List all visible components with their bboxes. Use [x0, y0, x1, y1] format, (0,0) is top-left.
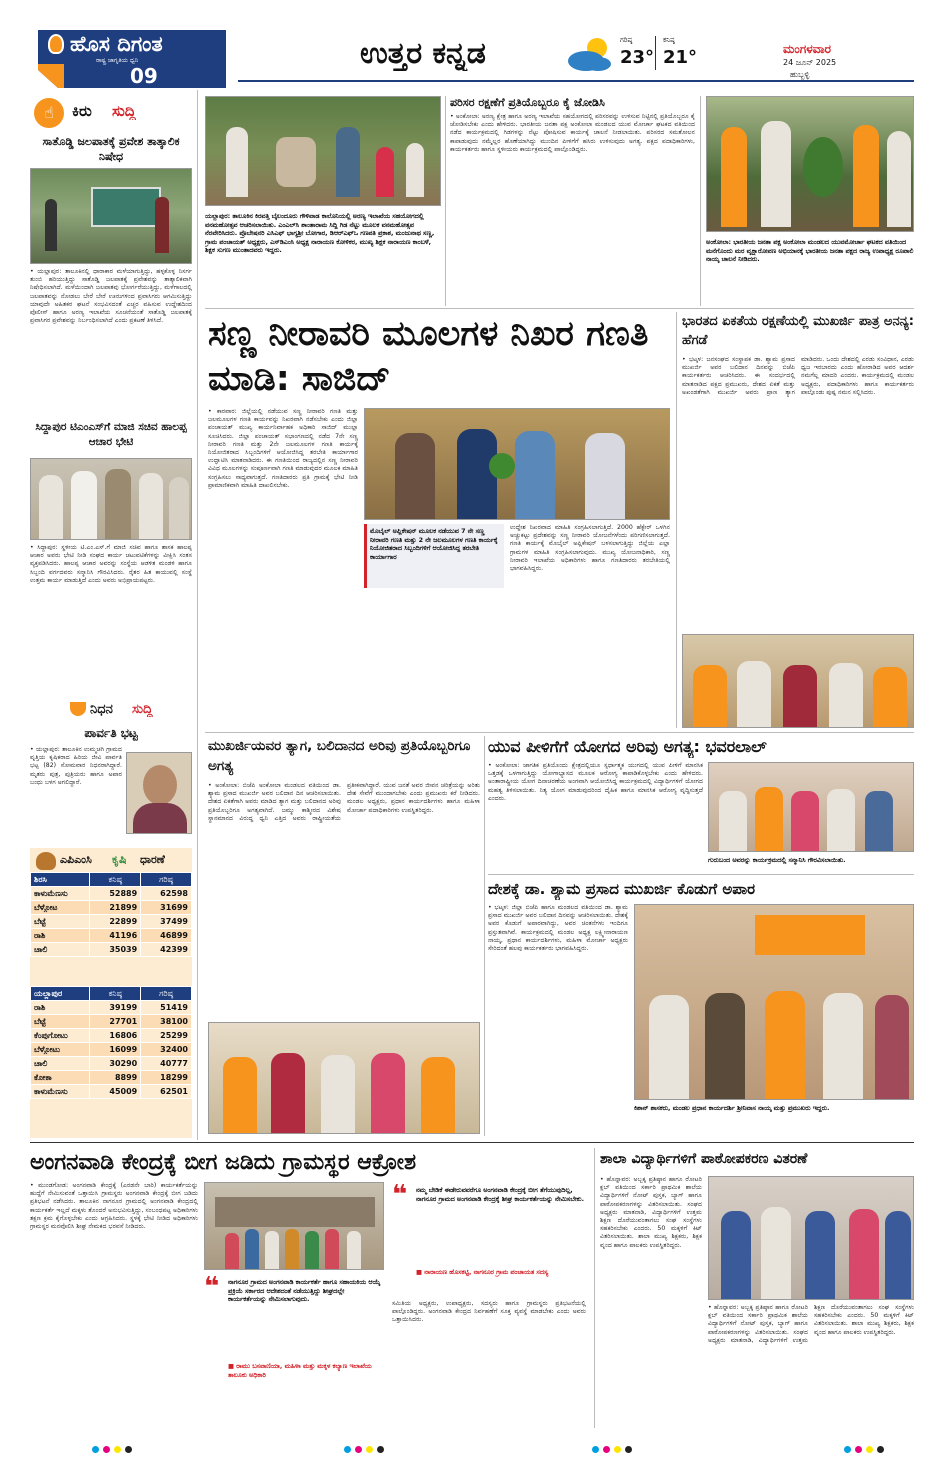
- issue-day: ಮಂಗಳವಾರ: [783, 42, 832, 56]
- rate-row: [31, 915, 192, 929]
- kirusuddi-label-b: ಸುದ್ದಿ: [112, 102, 136, 120]
- rate-item: ಕಾಳುಮೆಣಸು: [31, 887, 90, 901]
- apmc-table-yellapur: [30, 986, 192, 1099]
- anganwadi-body-2: ಸಮಿತಿಯ ಅಧ್ಯಕ್ಷರು, ಉಪಾಧ್ಯಕ್ಷರು, ಸದಸ್ಯರು ಹಾಗೂ ಗ್ರಾಮಸ್ಥರು ಪ್ರತಿಭಟನೆಯಲ್ಲಿ ಪಾಲ್ಗೊಂಡಿದ್ದರು. ಅಂಗನವಾಡಿ ಕೇಂದ್ರದ ನಿರ್ವಹಣೆಗೆ ಸೂಕ್ತ ವ್ಯವಸ್ಥೆ ಮಾಡಬೇಕು ಎಂದು ಅವರು ಒತ್ತಾಯಿಸಿದರು.: [392, 1300, 586, 1324]
- market-sirsi: ಶಿರಸಿ: [31, 873, 90, 887]
- rate-item: ಚಾಲಿ: [31, 1057, 90, 1071]
- kirusuddi-headline-2: ಸಿದ್ದಾಪುರ ಟಿಎಂಎಸ್‌ಗೆ ಮಾಜಿ ಸಚಿವ ಹಾಲಪ್ಪ ಆಚಾರ ಭೇಟಿ: [35, 421, 187, 448]
- temp-min-label: ಕನಿಷ್ಠ: [663, 36, 675, 44]
- rate-row: [31, 1001, 192, 1015]
- anganwadi-quote-2-by: ■ ನಾರಾಯಣ ಹೊಸಕಟ್ಟಿ, ನಾಗನೂರ ಗ್ರಾಮ ಪಂಚಾಯತ ಸದಸ್ಯ: [416, 1268, 549, 1276]
- ekate-body: • ಭಟ್ಕಳ: ಜನಸಂಘದ ಸಂಸ್ಥಾಪಕ ಡಾ. ಶ್ಯಾಮ ಪ್ರಸಾದ ಮುಖರ್ಜಿ ಅವರ ಬಲಿದಾನ ದಿನವನ್ನು ಬಿಜೆಪಿ ಕಾರ್ಯಕರ್ತರು ಆಚರಿಸಿದರು. ಈ ಸಂದರ್ಭದಲ್ಲಿ ಮಾತನಾಡಿದ ಪಕ್ಷದ ಪ್ರಮುಖರು, ದೇಶದ ಏಕತೆ ಮತ್ತು ಅಖಂಡತೆಗಾಗಿ ಮುಖರ್ಜಿ ಅವರು ಪ್ರಾಣ ತ್ಯಾಗ ಮಾಡಿದರು. ಒಂದು ದೇಶದಲ್ಲಿ ಎರಡು ಸಂವಿಧಾನ, ಎರಡು ಧ್ವಜ ಇರಬಾರದು ಎಂದು ಹೋರಾಡಿದ ಅವರ ಆದರ್ಶ ನಮಗೆಲ್ಲ ಮಾದರಿ ಎಂದರು. ಕಾರ್ಯಕ್ರಮದಲ್ಲಿ ಮಂಡಲ ಅಧ್ಯಕ್ಷರು, ಪದಾಧಿಕಾರಿಗಳು ಹಾಗೂ ಕಾರ್ಯಕರ್ತರು ಪಾಲ್ಗೊಂಡು ಪುಷ್ಪ ನಮನ ಸಲ್ಲಿಸಿದರು.: [682, 356, 914, 396]
- kirusuddi-headline-1: ಸಾತೊಡ್ಡಿ ಜಲಪಾತಕ್ಕೆ ಪ್ರವೇಶ ತಾತ್ಕಾಲಿಕ ನಿಷೇಧ: [42, 135, 180, 163]
- apmc-title-c: ಧಾರಣೆ: [140, 853, 165, 866]
- rate-min: 39199: [90, 1001, 141, 1015]
- obituary-label-a: ನಿಧನ: [90, 702, 113, 717]
- waterfall-photo: [30, 168, 192, 264]
- issue-date: 24 ಜೂನ್ 2025: [783, 58, 837, 67]
- temp-min: 21°: [663, 47, 698, 68]
- lamp-logo-icon: [48, 34, 64, 54]
- apmc-title-b: ಕೃಷಿ: [112, 853, 127, 866]
- issue-city: ಹುಬ್ಬಳ್ಳಿ: [790, 70, 810, 79]
- grain-icon: [36, 852, 56, 870]
- tree-planting-photo: [706, 96, 914, 232]
- market-yellapur: ಯಲ್ಲಾಪುರ: [31, 987, 90, 1001]
- rate-item: ರಾಶಿ: [31, 929, 90, 943]
- shala-body: • ಹೊನ್ನಾವರ: ಅಬ್ಬಕ್ಕ ಪ್ರತಿಷ್ಠಾನ ಹಾಗೂ ರೋಟರಿ ಕ್ಲಬ್ ವತಿಯಿಂದ ಸರ್ಕಾರಿ ಪ್ರಾಥಮಿಕ ಶಾಲೆಯ ವಿದ್ಯಾರ್ಥಿಗಳಿಗೆ ನೋಟ್ ಪುಸ್ತಕ, ಬ್ಯಾಗ್ ಹಾಗೂ ಪಾಠೋಪಕರಣಗಳನ್ನು ವಿತರಿಸಲಾಯಿತು. ಸಂಘದ ಅಧ್ಯಕ್ಷರು ಮಾತನಾಡಿ, ವಿದ್ಯಾರ್ಥಿಗಳಿಗೆ ಉತ್ತಮ ಶಿಕ್ಷಣ ದೊರೆಯುವಂತಾಗಲು ಸಂಘ ಸಂಸ್ಥೆಗಳು ಸಹಕರಿಸಬೇಕು ಎಂದರು. 50 ಮಕ್ಕಳಿಗೆ ಕಿಟ್ ವಿತರಿಸಲಾಯಿತು. ಶಾಲಾ ಮುಖ್ಯ ಶಿಕ್ಷಕರು, ಶಿಕ್ಷಕ ವೃಂದ ಹಾಗೂ ಪಾಲಕರು ಉಪಸ್ಥಿತರಿದ್ದರು.: [600, 1176, 702, 1249]
- rate-item: ಬೆಟ್ಟೆ: [31, 915, 90, 929]
- deshakke-photo-caption: ಕಿಶಾನ್ ಶಾಸಕರು, ಮಂಡಲ ಪ್ರಧಾನ ಕಾರ್ಯದರ್ಶಿ ಶ್ರೀನಿವಾಸ ನಾಯ್ಕ ಮತ್ತು ಪ್ರಮುಖರು ಇದ್ದರು.: [634, 1104, 830, 1112]
- rate-row: [31, 1029, 192, 1043]
- rate-row: [31, 887, 192, 901]
- page-number: 09: [130, 64, 158, 88]
- tyaga-headline: ಮುಖರ್ಜಿಯವರ ತ್ಯಾಗ, ಬಲಿದಾನದ ಅರಿವು ಪ್ರತಿಯೊಬ್ಬರಿಗೂ ಅಗತ್ಯ: [208, 738, 471, 774]
- shala-body-2: • ಹೊನ್ನಾವರ: ಅಬ್ಬಕ್ಕ ಪ್ರತಿಷ್ಠಾನ ಹಾಗೂ ರೋಟರಿ ಕ್ಲಬ್ ವತಿಯಿಂದ ಸರ್ಕಾರಿ ಪ್ರಾಥಮಿಕ ಶಾಲೆಯ ವಿದ್ಯಾರ್ಥಿಗಳಿಗೆ ನೋಟ್ ಪುಸ್ತಕ, ಬ್ಯಾಗ್ ಹಾಗೂ ಪಾಠೋಪಕರಣಗಳನ್ನು ವಿತರಿಸಲಾಯಿತು. ಸಂಘದ ಅಧ್ಯಕ್ಷರು ಮಾತನಾಡಿ, ವಿದ್ಯಾರ್ಥಿಗಳಿಗೆ ಉತ್ತಮ ಶಿಕ್ಷಣ ದೊರೆಯುವಂತಾಗಲು ಸಂಘ ಸಂಸ್ಥೆಗಳು ಸಹಕರಿಸಬೇಕು ಎಂದರು. 50 ಮಕ್ಕಳಿಗೆ ಕಿಟ್ ವಿತರಿಸಲಾಯಿತು. ಶಾಲಾ ಮುಖ್ಯ ಶಿಕ್ಷಕರು, ಶಿಕ್ಷಕ ವೃಂದ ಹಾಗೂ ಪಾಲಕರು ಉಪಸ್ಥಿತರಿದ್ದರು.: [708, 1304, 914, 1344]
- rate-item: ಬೆಳ್ಗೋಟ: [31, 901, 90, 915]
- oil-lamp-icon: [70, 702, 86, 716]
- rate-item: ಚಾಲಿ: [31, 943, 90, 957]
- kirusuddi-label-a: ಕಿರು: [72, 102, 92, 120]
- rate-min: 22899: [90, 915, 141, 929]
- rate-item: ಬೆಟ್ಟೆ: [31, 1015, 90, 1029]
- obituary-body: • ಯಲ್ಲಾಪುರ: ತಾಲೂಕಿನ ಉಮ್ಮಚಗಿ ಗ್ರಾಮದ ವೃತ್ತಿಯ ಕೃಷಿಕರಾದ ಹಿರಿಯ ಜೀವಿ ಪಾರ್ವತಿ ಭಟ್ಟ (82) ಸೋಮವಾರ ನಿಧನರಾಗಿದ್ದಾರೆ. ಮೃತರು ಪುತ್ರ, ಪುತ್ರಿಯರು ಹಾಗೂ ಅಪಾರ ಬಂಧು ಬಳಗ ಅಗಲಿದ್ದಾರೆ.: [30, 746, 122, 786]
- rate-item: ಕೆಂಪುಗೋಟು: [31, 1029, 90, 1043]
- col-min: ಕನಿಷ್ಠ: [90, 987, 141, 1001]
- tyaga-photo: [208, 1022, 480, 1134]
- vanamahotsava-caption: ಯಲ್ಲಾಪುರ: ತಾಲೂಕಿನ ಕಿರವತ್ತಿ ಬೈಲಂದೂರು ಗೌಳಿವಾಡ ಕಾಲೊನಿಯಲ್ಲಿ ಅರಣ್ಯ ಇಲಾಖೆಯ ಸಹಯೋಗದಲ್ಲಿ ವನಮಹೋತ್ಸವ ಆಚರಿಸಲಾಯಿತು. ಎಂಎಲ್‌ಸಿ ಶಾಂತಾರಾಮ ಸಿದ್ದಿ ಗಿಡ ನೆಟ್ಟು ಮೂಲಕ ವನಮಹೋತ್ಸವ ನೆರವೇರಿಸಿದರು. ಪ್ರೊಬೇಷನರಿ ಎಸಿಎಫ್ ಭಾಗ್ಯಶ್ರೀ ಬೋಗಾರ, ಡಿಆರ್‌ಎಫ್‌ಒ ಗಣಪತಿ ಪ್ರಕಾಶ, ಮಂಜುನಾಥ ಸಣ್ಣ, ಗ್ರಾಮ ಪಂಚಾಯತ್ ಅಧ್ಯಕ್ಷರು, ಎಸ್‌ಡಿಎಂಸಿ ಅಧ್ಯಕ್ಷ ನಾರಾಯಣ ಕೋಳಿಕರ, ಮುಖ್ಯ ಶಿಕ್ಷಕ ನಾರಾಯಣ ಕಾಂಬಳೆ, ಶಿಕ್ಷಕ ಸುಗಣ ಮುಂತಾದವರು ಇದ್ದರು.: [205, 212, 435, 254]
- registration-dots-center: [342, 1438, 386, 1457]
- rate-max: 62598: [141, 887, 192, 901]
- rate-min: 41196: [90, 929, 141, 943]
- tms-visit-photo: [30, 458, 192, 540]
- col-max: ಗರಿಷ್ಠ: [141, 987, 192, 1001]
- yoga-photo: [708, 762, 914, 852]
- rate-row: [31, 1043, 192, 1057]
- rate-min: 45009: [90, 1085, 141, 1099]
- masthead-logo-block: [38, 30, 226, 88]
- quote-mark-icon: ❝: [204, 1272, 220, 1302]
- lead-photo: [364, 408, 670, 520]
- rate-row: [31, 929, 192, 943]
- deshakke-body: • ಭಟ್ಕಳ: ಜಿಲ್ಲಾ ಬಿಜೆಪಿ ಹಾಗೂ ಮಂಡಲದ ವತಿಯಿಂದ ಡಾ. ಶ್ಯಾಮ ಪ್ರಸಾದ ಮುಖರ್ಜಿ ಅವರ ಬಲಿದಾನ ದಿನವನ್ನು ಆಚರಿಸಲಾಯಿತು. ದೇಶಕ್ಕೆ ಅವರ ಕೊಡುಗೆ ಅಪಾರವಾಗಿದ್ದು, ಅವರ ಚಿಂತನೆಗಳು ಇಂದಿಗೂ ಪ್ರಸ್ತುತವಾಗಿವೆ. ಕಾರ್ಯಕ್ರಮದಲ್ಲಿ ಮಂಡಲ ಅಧ್ಯಕ್ಷ ಲಕ್ಷ್ಮೀನಾರಾಯಣ ನಾಯ್ಕ, ಪ್ರಧಾನ ಕಾರ್ಯದರ್ಶಿಗಳು, ಮಹಿಳಾ ಮೋರ್ಚಾ ಅಧ್ಯಕ್ಷರು ಸೇರಿದಂತೆ ಹಲವು ಕಾರ್ಯಕರ್ತರು ಭಾಗವಹಿಸಿದ್ದರು.: [488, 904, 628, 953]
- kirusuddi-body-2: • ಸಿದ್ದಾಪುರ: ಸ್ಥಳೀಯ ಟಿ.ಎಂ.ಎಸ್.ಗೆ ಮಾಜಿ ಸಚಿವ ಹಾಗೂ ಶಾಸಕ ಹಾಲಪ್ಪ ಆಚಾರ ಅವರು ಭೇಟಿ ನೀಡಿ ಸಂಘದ ಕಾರ್ಯ ಚಟುವಟಿಕೆಗಳನ್ನು ವೀಕ್ಷಿಸಿ ಸಂತಸ ವ್ಯಕ್ತಪಡಿಸಿದರು. ಹಾಲಪ್ಪ ಆಚಾರ ಅವರನ್ನು ಸಂಸ್ಥೆಯ ಆಡಳಿತ ಮಂಡಳಿ ಹಾಗೂ ಸಿಬ್ಬಂದಿ ವರ್ಗದವರು ಸನ್ಮಾನಿಸಿ ಗೌರವಿಸಿದರು. ರೈತರ ಹಿತ ಕಾಯುವಲ್ಲಿ ಸಂಸ್ಥೆ ಉತ್ತಮ ಕಾರ್ಯ ಮಾಡುತ್ತಿದೆ ಎಂದು ಅವರು ಅಭಿಪ್ರಾಯಪಟ್ಟರು.: [30, 544, 192, 584]
- col-min: ಕನಿಷ್ಠ: [90, 873, 141, 887]
- rate-max: 40777: [141, 1057, 192, 1071]
- lead-photo-caption: ಮೊಬೈಲ್ ಅಪ್ಲಿಕೇಷನ್ ಮೂಲಕ ನಡೆಯುವ 7 ನೇ ಸಣ್ಣ ನೀರಾವರಿ ಗಣತಿ ಮತ್ತು 2 ನೇ ಜಲಮೂಲಗಳ ಗಣತಿ ಕಾರ್ಯಕ್ಕೆ ನಿಯೋಜಿತರಾದ ಸಿಬ್ಬಂದಿಗಳಿಗೆ ಆಯೋಜಿಸಿದ್ದ ತರಬೇತಿ ಕಾರ್ಯಾಗಾರ: [364, 524, 504, 588]
- quote-mark-icon: ❝: [392, 1180, 408, 1210]
- rate-min: 35039: [90, 943, 141, 957]
- apmc-title-a: ಎಪಿಎಂಸಿ: [60, 853, 92, 866]
- rate-min: 27701: [90, 1015, 141, 1029]
- temp-max: 23°: [620, 47, 655, 68]
- rate-max: 32400: [141, 1043, 192, 1057]
- anganwadi-body-1: • ಮುಂಡಗೋಡ: ಅಂಗನವಾಡಿ ಕೇಂದ್ರಕ್ಕೆ (ಎರಡನೇ ಬಾರಿ) ಕಾರ್ಯಕರ್ತೆಯನ್ನು ಹುದ್ದೆಗೆ ನೇಮಿಸುವಂತೆ ಒತ್ತಾಯಿಸಿ ಗ್ರಾಮಸ್ಥರು ಅಂಗನವಾಡಿ ಕೇಂದ್ರಕ್ಕೆ ಬೀಗ ಜಡಿದು ಪ್ರತಿಭಟನೆ ನಡೆಸಿದರು. ತಾಲೂಕಿನ ನಾಗನೂರ ಗ್ರಾಮದಲ್ಲಿ ಅಂಗನವಾಡಿ ಕೇಂದ್ರದಲ್ಲಿ ಕಾರ್ಯಕರ್ತೆ ಇಲ್ಲದೆ ಮಕ್ಕಳು ತೊಂದರೆ ಅನುಭವಿಸುತ್ತಿದ್ದು, ಸಂಬಂಧಪಟ್ಟ ಅಧಿಕಾರಿಗಳು ತಕ್ಷಣ ಕ್ರಮ ಕೈಗೊಳ್ಳಬೇಕು ಎಂದು ಆಗ್ರಹಿಸಿದರು. ಸ್ಥಳಕ್ಕೆ ಭೇಟಿ ನೀಡಿದ ಅಧಿಕಾರಿಗಳು ಗ್ರಾಮಸ್ಥರ ಮನವೊಲಿಸಿ ಶೀಘ್ರ ನೇಮಕದ ಭರವಸೆ ನೀಡಿದರು.: [30, 1182, 198, 1231]
- registration-dots-right: [842, 1438, 886, 1457]
- rate-item: ಬೆಳ್ಗೋಟು: [31, 1043, 90, 1057]
- kirusuddi-body-1: • ಯಲ್ಲಾಪುರ: ತಾಲೂಕಿನಲ್ಲಿ ಧಾರಾಕಾರ ಮಳೆಯಾಗುತ್ತಿದ್ದು, ಹಳ್ಳಕೊಳ್ಳ ನಿಸರ್ಗ ತುಂಬಿ ಹರಿಯುತ್ತಿದ್ದು ಸಾತೊಡ್ಡಿ ಜಲಪಾತಕ್ಕೆ ಪ್ರವೇಶವನ್ನು ತಾತ್ಕಾಲಿಕವಾಗಿ ನಿಷೇಧಿಸಲಾಗಿದೆ. ಮಳೆಯಿಂದಾಗಿ ಜಲಪಾತವು ಭೋರ್ಗರೆಯುತ್ತಿದ್ದು, ಮಳೆಗಾಲದಲ್ಲಿ ಜಲಪಾತವನ್ನು ನೋಡಲು ಬೇರೆ ಬೇರೆ ಊರುಗಳಿಂದ ಪ್ರವಾಸಿಗರು ಆಗಮಿಸುತ್ತಿದ್ದು ಯಾವುದೇ ಅಹಿತಕರ ಘಟನೆ ಸಂಭವಿಸದಂತೆ ಎಚ್ಚರ ವಹಿಸುವ ಉದ್ದೇಶದಿಂದ ಪೊಲೀಸ್ ಹಾಗೂ ಅರಣ್ಯ ಇಲಾಖೆಯ ಸೂಚನೆಯಂತೆ ಸಾತೊಡ್ಡಿ ಜಲಪಾತಕ್ಕೆ ಪ್ರವಾಸಿಗರ ಪ್ರವೇಶವನ್ನು ನಿರ್ಬಂಧಿಸಲಾಗಿದೆ ಎಂದು ಪ್ರಕಟಣೆ ತಿಳಿಸಿದೆ.: [30, 268, 192, 325]
- rate-row: [31, 1071, 192, 1085]
- rate-max: 51419: [141, 1001, 192, 1015]
- rate-item: ಕಾಳುಮೆಣಸು: [31, 1085, 90, 1099]
- lead-headline: ಸಣ್ಣ ನೀರಾವರಿ ಮೂಲಗಳ ನಿಖರ ಗಣತಿ ಮಾಡಿ: ಸಾಜಿದ್: [208, 314, 649, 399]
- rate-row: [31, 943, 192, 957]
- obituary-section: [30, 700, 192, 722]
- rate-min: 30290: [90, 1057, 141, 1071]
- yoga-photo-caption: ಗುರುಬಂದ ಅವರನ್ನು ಕಾರ್ಯಕ್ರಮದಲ್ಲಿ ಸನ್ಮಾನಿಸಿ ಗೌರವಿಸಲಾಯಿತು.: [708, 856, 846, 864]
- anganwadi-quote-1: ನಾಗನೂರ ಗ್ರಾಮದ ಅಂಗನವಾಡಿ ಕಾರ್ಯಕರ್ತೆ ಹಾಗೂ ಸಹಾಯಕಿಯ ಆಯ್ಕೆ ಪ್ರಕ್ರಿಯೆ ಸರ್ಕಾರದ ಆದೇಶದಂತೆ ನಡೆಯುತ್ತಿದ್ದು ಶೀಘ್ರದಲ್ಲೇ ಕಾರ್ಯಕರ್ತೆಯನ್ನು ನೇಮಿಸಲಾಗುವುದು.: [228, 1278, 381, 1303]
- deshakke-photo: [634, 904, 914, 1100]
- rate-item: ರಾಶಿ: [31, 1001, 90, 1015]
- rate-row: [31, 1015, 192, 1029]
- apmc-table-sirsi: [30, 872, 192, 957]
- rate-max: 38100: [141, 1015, 192, 1029]
- anganwadi-quote-1-by: ■ ರಾಮು ಬಸವಾಣಿಯಾ, ಮಹಿಳಾ ಮತ್ತು ಮಕ್ಕಳ ಕಲ್ಯಾಣ ಇಲಾಖೆಯ ತಾಲೂಕು ಅಧಿಕಾರಿ: [228, 1362, 372, 1379]
- rate-row: [31, 1057, 192, 1071]
- paper-name: ಹೊಸ ದಿಗಂತ: [70, 32, 163, 56]
- anganwadi-headline: ಅಂಗನವಾಡಿ ಕೇಂದ್ರಕ್ಕೆ ಬೀಗ ಜಡಿದು ಗ್ರಾಮಸ್ಥರ ಆಕ್ರೋಶ: [30, 1150, 417, 1175]
- kirusuddi-section: [30, 96, 192, 132]
- rate-min: 21899: [90, 901, 141, 915]
- registration-dots-mid: [590, 1438, 634, 1457]
- lead-body-2: ಉದ್ದೇಶ ನಿಖರವಾದ ಮಾಹಿತಿ ಸಂಗ್ರಹಿಸಲಾಗುತ್ತಿದೆ. 2000 ಹೆಕ್ಟೇರ್ ಒಳಗಿನ ಅಚ್ಚುಕಟ್ಟು ಪ್ರದೇಶವನ್ನು ಸಣ್ಣ ನೀರಾವರಿ ಯೋಜನೆಗಳೆಂದು ಪರಿಗಣಿಸಲಾಗುತ್ತದೆ. ಗಣತಿ ಕಾರ್ಯಕ್ಕೆ ಮೊಬೈಲ್ ಅಪ್ಲಿಕೇಷನ್ ಬಳಸಲಾಗುತ್ತಿದ್ದು ಜಿಲ್ಲೆಯ ಎಲ್ಲಾ ಗ್ರಾಮಗಳ ಮಾಹಿತಿ ಸಂಗ್ರಹಿಸಲಾಗುವುದು. ಮುಖ್ಯ ಯೋಜನಾಧಿಕಾರಿ, ಸಣ್ಣ ನೀರಾವರಿ ಇಲಾಖೆಯ ಅಧಿಕಾರಿಗಳು ಹಾಗೂ ಗಣತಿದಾರರು ತರಬೇತಿಯಲ್ಲಿ ಭಾಗವಹಿಸಿದ್ದರು.: [510, 524, 670, 573]
- yoga-body: • ಅಂಕೋಲಾ: ಜಾಗತಿಕ ಪ್ರತಿಯೊಂದು ಕ್ಷೇತ್ರದಲ್ಲಿಯೂ ಸ್ಪರ್ಧಾತ್ಮಕ ಯುಗದಲ್ಲಿ ಯುವ ಪೀಳಿಗೆ ಮಾನಸಿಕ ಒತ್ತಡಕ್ಕೆ ಒಳಗಾಗುತ್ತಿದ್ದು ಯೋಗಾಭ್ಯಾಸದ ಮೂಲಕ ಆರೋಗ್ಯ ಕಾಪಾಡಿಕೊಳ್ಳಬೇಕು ಎಂದು ಹೇಳಿದರು. ಅಂತಾರಾಷ್ಟ್ರೀಯ ಯೋಗ ದಿನಾಚರಣೆಯ ಅಂಗವಾಗಿ ಆಯೋಜಿಸಿದ್ದ ಕಾರ್ಯಕ್ರಮದಲ್ಲಿ ವಿದ್ಯಾರ್ಥಿಗಳಿಗೆ ಯೋಗದ ಮಹತ್ವ ತಿಳಿಸಲಾಯಿತು. ನಿತ್ಯ ಯೋಗ ಮಾಡುವುದರಿಂದ ದೈಹಿಕ ಹಾಗೂ ಮಾನಸಿಕ ಆರೋಗ್ಯ ವೃದ್ಧಿಸುತ್ತದೆ ಎಂದರು.: [488, 762, 703, 802]
- tagline: ರಾಷ್ಟ್ರ ಜಾಗೃತಿಯ ಧ್ವನಿ: [96, 57, 139, 64]
- rate-max: 31699: [141, 901, 192, 915]
- rate-min: 16806: [90, 1029, 141, 1043]
- rate-max: 62501: [141, 1085, 192, 1099]
- apmc-rates-box: [30, 848, 192, 1138]
- deshakke-headline: ದೇಶಕ್ಕೆ ಡಾ. ಶ್ಯಾಮ ಪ್ರಸಾದ ಮುಖರ್ಜಿ ಕೊಡುಗೆ ಅಪಾರ: [488, 880, 756, 898]
- rate-max: 25299: [141, 1029, 192, 1043]
- shala-photo: [708, 1176, 914, 1300]
- registration-dots-left: [90, 1438, 134, 1457]
- shala-headline: ಶಾಲಾ ವಿದ್ಯಾರ್ಥಿಗಳಿಗೆ ಪಾಠೋಪಕರಣ ವಿತರಣೆ: [600, 1151, 808, 1167]
- lead-body-1: • ಕಾರವಾರ: ಜಿಲ್ಲೆಯಲ್ಲಿ ನಡೆಯುವ ಸಣ್ಣ ನೀರಾವರಿ ಗಣತಿ ಮತ್ತು ಜಲಮೂಲಗಳ ಗಣತಿ ಕಾರ್ಯವನ್ನು ನಿಖರವಾಗಿ ನಡೆಸಬೇಕು ಎಂದು ಜಿಲ್ಲಾ ಪಂಚಾಯತ್ ಮುಖ್ಯ ಕಾರ್ಯನಿರ್ವಾಹಕ ಅಧಿಕಾರಿ ಸಾಜಿದ್ ಮುಲ್ಲಾ ಸೂಚಿಸಿದರು. ಜಿಲ್ಲಾ ಪಂಚಾಯತ್ ಸಭಾಂಗಣದಲ್ಲಿ ನಡೆದ 7ನೇ ಸಣ್ಣ ನೀರಾವರಿ ಗಣತಿ ಮತ್ತು 2ನೇ ಜಲಮೂಲಗಳ ಗಣತಿ ಕಾರ್ಯಕ್ಕೆ ನಿಯೋಜಿತರಾದ ಸಿಬ್ಬಂದಿಗಳಿಗೆ ಆಯೋಜಿಸಿದ್ದ ತರಬೇತಿ ಕಾರ್ಯಾಗಾರ ಉದ್ಘಾಟಿಸಿ ಮಾತನಾಡಿದರು. ಈ ಗಣತಿಯಿಂದ ರಾಜ್ಯದಲ್ಲಿನ ಸಣ್ಣ ನೀರಾವರಿ ವಿವಿಧ ಮೂಲಗಳನ್ನು ಸಂಪೂರ್ಣವಾಗಿ ಗಣತಿ ಮಾಡುವುದರ ಮೂಲಕ ಮಾಹಿತಿ ಸಂಗ್ರಹಿಸಲು ಸಾಧ್ಯವಾಗುತ್ತದೆ. ಗಣತಿದಾರರು ಪ್ರತಿ ಗ್ರಾಮಕ್ಕೆ ಭೇಟಿ ನೀಡಿ ಪ್ರಾಮಾಣಿಕವಾಗಿ ಮಾಹಿತಿ ದಾಖಲಿಸಬೇಕು.: [208, 408, 358, 489]
- obituary-name: ಪಾರ್ವತಿ ಭಟ್ಟ: [84, 726, 138, 740]
- vanamahotsava-photo: [205, 96, 441, 206]
- tree-planting-caption: ಅಂಕೋಲಾ: ಭಾರತೀಯ ಜನತಾ ಪಕ್ಷ ಅಂಕೋಲಾ ಮಂಡಲದ ಯುವಮೋರ್ಚಾ ಘಟಕದ ವತಿಯಿಂದ ಮನೆಗೊಂದು ಮರ ವೃಕ್ಷಾರೋಪಣ ಅಭಿಯಾನಕ್ಕೆ ಭಾರತೀಯ ಜನತಾ ಪಕ್ಷದ ರಾಜ್ಯ ಉಪಾಧ್ಯಕ್ಷ ರೂಪಾಲಿ ನಾಯ್ಕ ಚಾಲನೆ ನೀಡಿದರು.: [706, 238, 914, 263]
- anganwadi-quote-2: ನಮ್ಮ ಬೇಡಿಕೆ ಈಡೇರುವವರೆಗೂ ಅಂಗನವಾಡಿ ಕೇಂದ್ರಕ್ಕೆ ಬೀಗ ತೆಗೆಯುವುದಿಲ್ಲ, ನಾಗನೂರ ಗ್ರಾಮದ ಅಂಗನವಾಡಿ ಕೇಂದ್ರಕ್ಕೆ ಶೀಘ್ರ ಕಾರ್ಯಕರ್ತೆಯನ್ನು ನೇಮಿಸಬೇಕು.: [416, 1186, 584, 1203]
- ekate-photo: [682, 634, 914, 728]
- rate-row: [31, 1085, 192, 1099]
- anganwadi-photo: [204, 1182, 384, 1270]
- yoga-headline: ಯುವ ಪೀಳಿಗೆಗೆ ಯೋಗದ ಅರಿವು ಅಗತ್ಯ: ಭವರಲಾಲ್: [488, 737, 767, 756]
- rate-max: 37499: [141, 915, 192, 929]
- rate-max: 18299: [141, 1071, 192, 1085]
- parisara-body: • ಅಂಕೋಲಾ: ಅರಣ್ಯ ಕ್ಷೇತ್ರ ಹಾಗೂ ಅರಣ್ಯ ಇಲಾಖೆಯ ಸಹಯೋಗದಲ್ಲಿ ಪರಿಸರವನ್ನು ಉಳಿಸುವ ನಿಟ್ಟಿನಲ್ಲಿ ಪ್ರತಿಯೊಬ್ಬರೂ ಕೈ ಜೋಡಿಸಬೇಕು ಎಂದು ಹೇಳಿದರು. ಭಾರತೀಯ ಜನತಾ ಪಕ್ಷ ಅಂಕೋಲಾ ಮಂಡಲದ ಯುವ ಮೋರ್ಚಾ ಘಟಕದ ವತಿಯಿಂದ ನಡೆದ ಕಾರ್ಯಕ್ರಮದಲ್ಲಿ ಗಿಡಗಳನ್ನು ನೆಟ್ಟು ಪೋಷಿಸುವ ಕಾರ್ಯಕ್ಕೆ ಚಾಲನೆ ನೀಡಲಾಯಿತು. ಪರಿಸರದ ಸಮತೋಲನ ಕಾಪಾಡುವುದು ನಮ್ಮೆಲ್ಲರ ಹೊಣೆಯಾಗಿದ್ದು ಮುಂದಿನ ಪೀಳಿಗೆಗೆ ಹಸಿರು ಉಳಿಸುವುದು ಅಗತ್ಯ. ಪಕ್ಷದ ಪದಾಧಿಕಾರಿಗಳು, ಕಾರ್ಯಕರ್ತರು ಹಾಗೂ ಸ್ಥಳೀಯರು ಕಾರ್ಯಕ್ರಮದಲ್ಲಿ ಪಾಲ್ಗೊಂಡಿದ್ದರು.: [450, 113, 695, 153]
- ekate-headline: ಭಾರತದ ಏಕತೆಯ ರಕ್ಷಣೆಯಲ್ಲಿ ಮುಖರ್ಜಿ ಪಾತ್ರ ಅನನ್ಯ: ಹೆಗಡೆ: [682, 314, 914, 348]
- parisara-headline: ಪರಿಸರ ರಕ್ಷಣೆಗೆ ಪ್ರತಿಯೊಬ್ಬರೂ ಕೈ ಜೋಡಿಸಿ: [450, 96, 605, 109]
- col-max: ಗರಿಷ್ಠ: [141, 873, 192, 887]
- weather-icon: [564, 34, 618, 74]
- obituary-label-b: ಸುದ್ದಿ: [132, 702, 153, 717]
- masthead-rule: [238, 80, 914, 82]
- obituary-portrait: [126, 752, 192, 834]
- rate-item: ಕೋಕಾ: [31, 1071, 90, 1085]
- edition-title: ಉತ್ತರ ಕನ್ನಡ: [360, 36, 486, 71]
- rate-min: 16099: [90, 1043, 141, 1057]
- rate-min: 8899: [90, 1071, 141, 1085]
- rate-row: [31, 901, 192, 915]
- tyaga-body: • ಅಂಕೋಲಾ: ಬಿಜೆಪಿ ಅಂಕೋಲಾ ಮಂಡಲದ ವತಿಯಿಂದ ಡಾ. ಶ್ಯಾಮ ಪ್ರಸಾದ ಮುಖರ್ಜಿ ಅವರ ಬಲಿದಾನ ದಿನ ಆಚರಿಸಲಾಯಿತು. ದೇಶದ ಏಕತೆಗಾಗಿ ಅವರು ಮಾಡಿದ ತ್ಯಾಗ ಮತ್ತು ಬಲಿದಾನದ ಅರಿವು ಪ್ರತಿಯೊಬ್ಬರಿಗೂ ಅಗತ್ಯವಾಗಿದೆ. ಜಮ್ಮು ಕಾಶ್ಮೀರದ ವಿಶೇಷ ಸ್ಥಾನಮಾನದ ವಿರುದ್ಧ ಧ್ವನಿ ಎತ್ತಿದ ಅವರು ರಾಷ್ಟ್ರೀಯತೆಯ ಪ್ರತೀಕವಾಗಿದ್ದಾರೆ. ಯುವ ಜನತೆ ಅವರ ಜೀವನ ಚರಿತ್ರೆಯನ್ನು ಅರಿತು ದೇಶ ಸೇವೆಗೆ ಮುಂದಾಗಬೇಕು ಎಂದು ಪ್ರಮುಖರು ಕರೆ ನೀಡಿದರು. ಮಂಡಲ ಅಧ್ಯಕ್ಷರು, ಪ್ರಧಾನ ಕಾರ್ಯದರ್ಶಿಗಳು ಹಾಗೂ ಮಹಿಳಾ ಮೋರ್ಚಾ ಪದಾಧಿಕಾರಿಗಳು ಉಪಸ್ಥಿತರಿದ್ದರು.: [208, 782, 480, 822]
- rate-max: 42399: [141, 943, 192, 957]
- pointing-hand-icon: ☝: [34, 98, 64, 128]
- rate-max: 46899: [141, 929, 192, 943]
- rate-min: 52889: [90, 887, 141, 901]
- temp-max-label: ಗರಿಷ್ಠ: [620, 36, 633, 44]
